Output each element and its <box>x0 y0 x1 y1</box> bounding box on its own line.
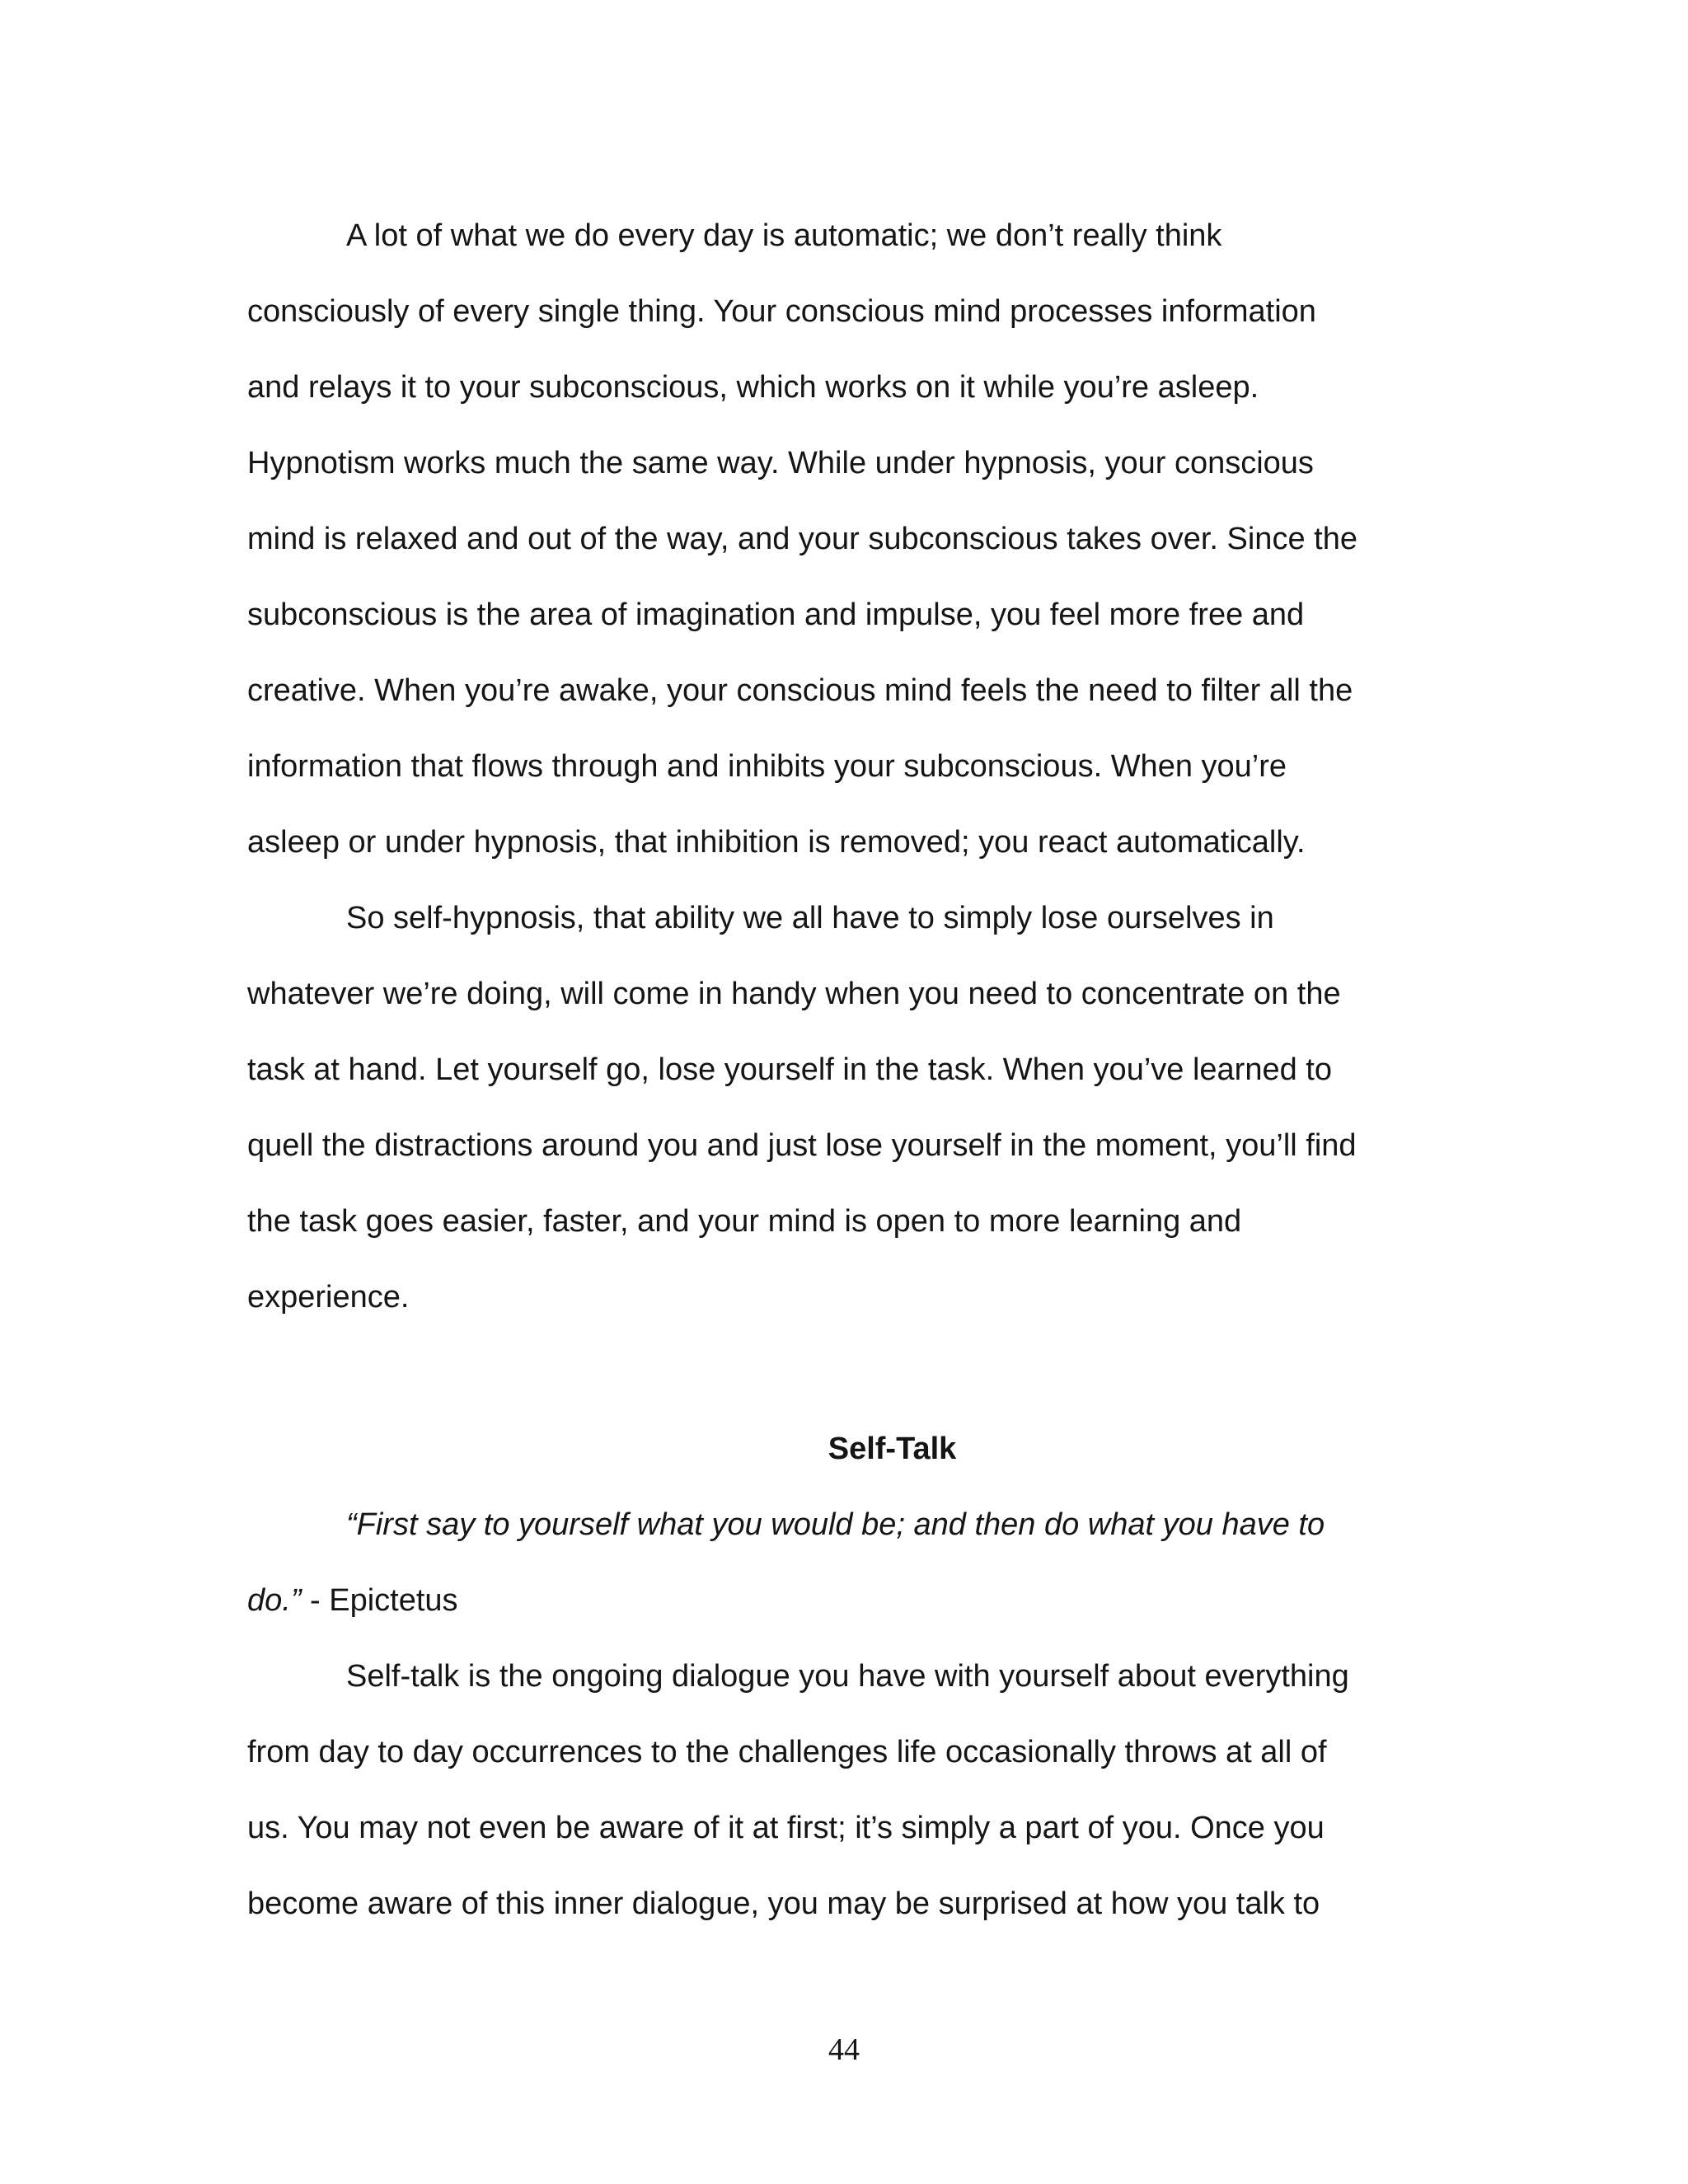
epigraph <box>247 1487 1438 1638</box>
paragraph-automatic: A lot of what we do every day is automatic; we don’t really think consciously of every single thing. Your conscious mind processes information and relays it to your subconscious, which works on it while you’re asleep. Hypnotism works much the same way. While under hypnosis, your conscious mind is relaxed and out of the way, and your subconscious takes over. Since the subconscious is the area of imagination and impulse, you feel more free and creative. When you’re awake, your conscious mind feels the need to filter all the information that flows through and inhibits your subconscious. When you’re asleep or under hypnosis, that inhibition is removed; you react automatically. <box>247 218 1357 860</box>
paragraph-self-talk: Self-talk is the ongoing dialogue you have with yourself about everything from day to day occurrences to the challenges life occasionally throws at all of us. You may not even be aware of it at first; it’s simply a part of you. Once you become aware of this inner dialogue, you may be surprised at how you talk to <box>247 1659 1349 1921</box>
paragraph-self-hypnosis: So self-hypnosis, that ability we all have to simply lose ourselves in whatever we’re doing, will come in handy when you need to concentrate on the task at hand. Let yourself go, lose yourself in the task. When you’ve learned to quell the distractions around you and just lose yourself in the moment, you’ll find the task goes easier, faster, and your mind is open to more learning and experience. <box>247 901 1357 1315</box>
page-number: 44 <box>828 2032 860 2067</box>
section-heading: Self-Talk <box>828 1432 957 1466</box>
epigraph-quote: “First say to yourself what you would be; and then do what you have to do.” <box>247 1507 1325 1618</box>
body-text <box>247 198 1438 1942</box>
epigraph-attribution: - Epictetus <box>301 1583 458 1618</box>
